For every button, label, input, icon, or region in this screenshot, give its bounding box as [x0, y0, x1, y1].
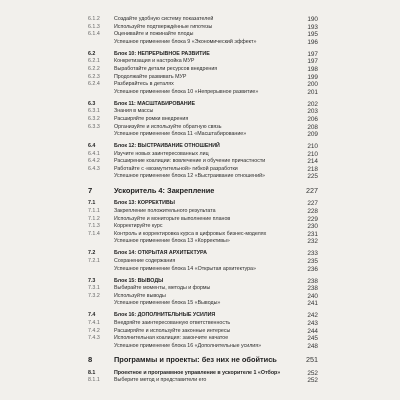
- toc-entry-page-number: 199: [307, 73, 318, 81]
- toc-entry-number: 6.2.1: [88, 58, 100, 65]
- toc-entry-title: Выберите метод и представители его: [114, 377, 207, 384]
- toc-entry-number: 6.3.1: [88, 108, 100, 115]
- toc-entry-number: 6.4.3: [88, 165, 100, 172]
- toc-entry-page-number: 190: [307, 16, 318, 23]
- toc-entry-sub[interactable]: [0, 258, 400, 266]
- toc-entry-title: Организуйте и используйте обратную связь: [114, 123, 222, 130]
- toc-entry-chapter[interactable]: [0, 185, 400, 196]
- toc-entry-sub[interactable]: [0, 151, 400, 159]
- toc-entry-page-number: 242: [307, 312, 318, 320]
- toc-entry-number: 6.3.3: [88, 123, 100, 130]
- toc-entry-number: 8.1.1: [88, 377, 100, 384]
- toc-entry-page-number: 252: [307, 369, 318, 377]
- toc-entry-title: Блок 11: МАСШТАБИРОВАНИЕ: [114, 100, 196, 107]
- toc-entry-page-number: 201: [307, 88, 318, 96]
- toc-entry-sub[interactable]: [0, 377, 400, 385]
- toc-entry-sub[interactable]: [0, 293, 400, 301]
- toc-entry-block[interactable]: [0, 51, 400, 59]
- toc-entry-title: Успешное применение блока 12 «Выстраивание отношений»: [114, 173, 265, 180]
- toc-entry-page-number: 225: [307, 173, 318, 181]
- toc-entry-number: 6.4.2: [88, 158, 100, 165]
- toc-entry-number: 8: [88, 355, 93, 365]
- toc-entry-page-number: 240: [307, 292, 318, 300]
- toc-entry-number: 6.2.3: [88, 73, 100, 80]
- toc-entry-page-number: 210: [307, 143, 318, 151]
- toc-entry-success[interactable]: [0, 343, 400, 351]
- toc-entry-page-number: 198: [307, 65, 318, 73]
- toc-entry-number: 6.3.2: [88, 115, 100, 122]
- toc-entry-page-number: 251: [306, 355, 318, 365]
- toc-entry-title: Используйте и мониторьте выполнение планов: [114, 215, 231, 222]
- toc-entry-page-number: 214: [307, 158, 318, 166]
- toc-entry-title: Блок 16: ДОПОЛНИТЕЛЬНЫЕ УСИЛИЯ: [114, 312, 216, 319]
- toc-entry-sub[interactable]: [0, 58, 400, 66]
- table-of-contents: [0, 16, 400, 385]
- toc-entry-page-number: 252: [307, 377, 318, 385]
- toc-entry-number: 7: [88, 186, 93, 196]
- toc-entry-number: 7.4.3: [88, 335, 100, 342]
- toc-entry-number: 7.2: [88, 250, 96, 257]
- toc-entry-number: 6.2.4: [88, 81, 100, 88]
- toc-entry-title: Внедряйте заинтересованную ответственность: [114, 319, 231, 326]
- toc-entry-page-number: 202: [307, 100, 318, 108]
- toc-entry-title: Успешное применение блока 9 «Экономический эффект»: [114, 38, 257, 45]
- toc-entry-page-number: 232: [307, 238, 318, 246]
- toc-entry-page-number: 243: [307, 319, 318, 327]
- toc-entry-success[interactable]: [0, 89, 400, 97]
- toc-entry-title: Успешное применение блока 16 «Дополнительные усилия»: [114, 342, 262, 349]
- toc-entry-title: Блок 13: КОРРЕКТИВЫ: [114, 200, 175, 207]
- toc-entry-sub[interactable]: [0, 81, 400, 89]
- toc-entry-page-number: 195: [307, 31, 318, 39]
- toc-entry-title: Изучите новых заинтересованных лиц: [114, 150, 209, 157]
- toc-entry-success[interactable]: [0, 300, 400, 308]
- toc-entry-title: Успешное применение блока 15 «Выводы»: [114, 300, 221, 307]
- toc-entry-sub[interactable]: [0, 31, 400, 39]
- toc-entry-number: 6.4.1: [88, 150, 100, 157]
- toc-entry-number: 7.1.2: [88, 215, 100, 222]
- toc-entry-title: Успешное применение блока 13 «Коррективы»: [114, 238, 230, 245]
- toc-entry-success[interactable]: [0, 173, 400, 181]
- toc-entry-title: Оценивайте и пожинайте плоды: [114, 31, 194, 38]
- toc-entry-title: Проектное и программное управление в ускорителе 1 «Отбор»: [114, 369, 281, 376]
- toc-entry-title: Конкретизация и настройка МУР: [114, 58, 195, 65]
- toc-entry-page-number: 231: [307, 230, 318, 238]
- toc-entry-page-number: 236: [307, 265, 318, 273]
- toc-entry-page-number: 200: [307, 81, 318, 89]
- toc-entry-page-number: 227: [306, 186, 318, 196]
- toc-entry-number: 6.2: [88, 50, 96, 57]
- toc-entry-number: 7.3: [88, 277, 96, 284]
- toc-entry-number: 6.1.2: [88, 16, 100, 22]
- toc-entry-sub[interactable]: [0, 74, 400, 82]
- toc-entry-title: Расширяйте и используйте законные интересы: [114, 327, 231, 334]
- toc-entry-page-number: 227: [307, 200, 318, 208]
- toc-entry-page-number: 208: [307, 123, 318, 131]
- toc-entry-number: 7.4: [88, 312, 96, 319]
- toc-entry-sub[interactable]: [0, 335, 400, 343]
- toc-entry-number: 6.1.3: [88, 23, 100, 30]
- toc-entry-sub[interactable]: [0, 116, 400, 124]
- toc-entry-title: Успешное применение блока 10 «Непрерывное развитие»: [114, 88, 259, 95]
- toc-entry-block[interactable]: [0, 200, 400, 208]
- toc-entry-title: Исполнительная коалиция: закончите начатое: [114, 335, 229, 342]
- toc-entry-page-number: 196: [307, 38, 318, 46]
- toc-entry-number: 7.4.1: [88, 319, 100, 326]
- toc-entry-number: 7.3.1: [88, 285, 100, 292]
- toc-entry-title: Блок 15: ВЫВОДЫ: [114, 277, 164, 284]
- toc-entry-title: Программы и проекты: без них не обойтись: [114, 355, 277, 365]
- toc-entry-page-number: 206: [307, 115, 318, 123]
- toc-entry-title: Знания в массы: [114, 108, 154, 115]
- toc-entry-page-number: 244: [307, 327, 318, 335]
- toc-entry-title: Корректируйте курс: [114, 223, 163, 230]
- toc-entry-block[interactable]: [0, 101, 400, 109]
- toc-entry-number: 8.1: [88, 369, 96, 376]
- toc-entry-number: 7.1.3: [88, 223, 100, 230]
- toc-entry-page-number: 229: [307, 215, 318, 223]
- toc-entry-title: Создайте удобную систему показателей: [114, 16, 214, 22]
- toc-entry-number: 7.1.1: [88, 208, 100, 215]
- toc-entry-title: Выбирайте моменты, методы и формы: [114, 285, 211, 292]
- toc-entry-title: Работайте с «возмутительной» гибкой разработки: [114, 165, 238, 172]
- toc-entry-sub[interactable]: [0, 108, 400, 116]
- toc-entry-number: 6.2.2: [88, 65, 100, 72]
- toc-entry-title: Выработайте детали ресурсов внедрения: [114, 65, 218, 72]
- toc-entry-page-number: 197: [307, 58, 318, 66]
- toc-entry-title: Успешное применение блока 14 «Открытая архитектура»: [114, 265, 256, 272]
- toc-entry-number: 7.1: [88, 200, 96, 207]
- toc-entry-title: Контроль и корректировка курса в цифровых бизнес-моделях: [114, 230, 267, 237]
- toc-entry-sub[interactable]: [0, 223, 400, 231]
- toc-entry-sub[interactable]: [0, 158, 400, 166]
- toc-entry-page-number: 238: [307, 285, 318, 293]
- toc-entry-title: Расширяйте ромки внедрения: [114, 115, 189, 122]
- toc-entry-success[interactable]: [0, 266, 400, 274]
- toc-entry-page-number: 228: [307, 208, 318, 216]
- toc-entry-title: Используйте подтверждённые гипотезы: [114, 23, 213, 30]
- toc-entry-title: Закрепление положительного результата: [114, 208, 216, 215]
- toc-entry-success[interactable]: [0, 238, 400, 246]
- toc-entry-sub[interactable]: [0, 320, 400, 328]
- toc-entry-title: Сохранение содержания: [114, 257, 176, 264]
- toc-entry-number: 7.4.2: [88, 327, 100, 334]
- toc-entry-page-number: 230: [307, 223, 318, 231]
- toc-entry-number: 6.3: [88, 100, 96, 107]
- toc-entry-sub[interactable]: [0, 16, 400, 24]
- toc-entry-number: 7.2.1: [88, 257, 100, 264]
- toc-entry-page-number: 235: [307, 257, 318, 265]
- toc-entry-sub[interactable]: [0, 208, 400, 216]
- toc-entry-page-number: 241: [307, 300, 318, 308]
- toc-entry-block[interactable]: [0, 312, 400, 320]
- toc-entry-sub[interactable]: [0, 124, 400, 132]
- toc-entry-sub[interactable]: [0, 285, 400, 293]
- toc-entry-block[interactable]: [0, 143, 400, 151]
- toc-entry-sub[interactable]: [0, 328, 400, 336]
- toc-entry-page-number: 197: [307, 50, 318, 58]
- toc-entry-page-number: 193: [307, 23, 318, 31]
- toc-entry-number: 7.3.2: [88, 292, 100, 299]
- toc-entry-success[interactable]: [0, 39, 400, 47]
- toc-entry-page-number: 245: [307, 335, 318, 343]
- toc-entry-number: 7.1.4: [88, 230, 100, 237]
- toc-entry-title: Ускоритель 4: Закрепление: [114, 186, 215, 196]
- toc-entry-page-number: 233: [307, 250, 318, 258]
- toc-entry-page-number: 238: [307, 277, 318, 285]
- toc-entry-title: Блок 10: НЕПРЕРЫВНОЕ РАЗВИТИЕ: [114, 50, 210, 57]
- toc-entry-page-number: 210: [307, 150, 318, 158]
- toc-entry-title: Успешное применение блока 11 «Масштабирование»: [114, 131, 247, 138]
- toc-entry-title: Продолжайте развивать МУР: [114, 73, 187, 80]
- toc-entry-chapter[interactable]: [0, 354, 400, 365]
- toc-entry-number: 6.1.4: [88, 31, 100, 38]
- toc-entry-title: Расширение коалиции: вовлечение и обучение причастности: [114, 158, 266, 165]
- toc-entry-page-number: 248: [307, 342, 318, 350]
- toc-entry-title: Блок 12: ВЫСТРАИВАНИЕ ОТНОШЕНИЙ: [114, 143, 220, 150]
- toc-entry-block[interactable]: [0, 250, 400, 258]
- toc-entry-sub[interactable]: [0, 231, 400, 239]
- toc-entry-title: Блок 14: ОТКРЫТАЯ АРХИТЕКТУРА: [114, 250, 207, 257]
- toc-entry-page-number: 203: [307, 108, 318, 116]
- toc-entry-success[interactable]: [0, 131, 400, 139]
- toc-entry-page-number: 209: [307, 131, 318, 139]
- toc-entry-number: 6.4: [88, 143, 96, 150]
- toc-entry-title: Разбирайтесь в деталях: [114, 81, 174, 88]
- toc-entry-page-number: 218: [307, 165, 318, 173]
- toc-entry-sub[interactable]: [0, 66, 400, 74]
- toc-entry-block[interactable]: [0, 370, 400, 378]
- toc-entry-sub[interactable]: [0, 24, 400, 32]
- toc-entry-sub[interactable]: [0, 216, 400, 224]
- toc-entry-title: Используйте выводы: [114, 292, 166, 299]
